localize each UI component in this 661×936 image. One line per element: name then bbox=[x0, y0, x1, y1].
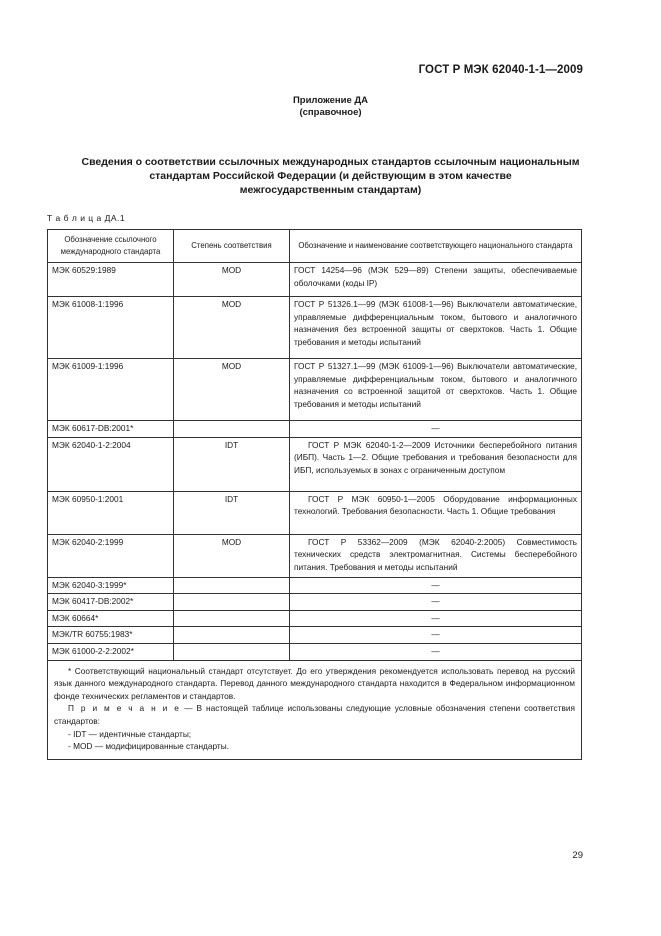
annex-title: Приложение ДА bbox=[292, 95, 369, 106]
table-row bbox=[48, 491, 582, 534]
section-title bbox=[60, 155, 601, 197]
national-cell: ГОСТ Р 51327.1—99 (МЭК 61009-1—96) Выключатели автоматические, управляемые дифференциальным током, бытового и аналогичного назначения со встроенной защитой от сверхтоков. Часть 1. Общие требования и методы испытаний bbox=[290, 359, 582, 421]
national-cell: — bbox=[290, 610, 582, 627]
national-cell: — bbox=[290, 594, 582, 611]
notes-cell bbox=[48, 660, 582, 759]
ref-cell: МЭК 62040-1-2:2004 bbox=[48, 437, 174, 491]
degree-cell bbox=[174, 421, 290, 438]
annex-heading bbox=[0, 95, 661, 119]
ref-cell: МЭК/TR 60755:1983* bbox=[48, 627, 174, 644]
degree-cell: MOD bbox=[174, 263, 290, 297]
title-line: стандартам Российской Федерации (и действующим в этом качестве bbox=[149, 170, 512, 182]
table-row bbox=[48, 534, 582, 577]
table-row bbox=[48, 577, 582, 594]
document-code-header: ГОСТ Р МЭК 62040-1-1—2009 bbox=[418, 64, 583, 76]
correspondence-table bbox=[47, 229, 582, 760]
annex-type: (справочное) bbox=[299, 107, 362, 118]
footnote: * Соответствующий национальный стандарт отсутствует. До его утверждения рекомендуется использовать перевод на русский язык данного международного стандарта. Перевод данного международного стандарта находится в Федеральном информационном фонде технических регламентов и стандартов. bbox=[54, 665, 575, 701]
table-row bbox=[48, 594, 582, 611]
table-row bbox=[48, 610, 582, 627]
note-label: П р и м е ч а н и е bbox=[68, 703, 181, 714]
degree-cell bbox=[174, 594, 290, 611]
ref-cell: МЭК 60664* bbox=[48, 610, 174, 627]
national-cell: — bbox=[290, 627, 582, 644]
header-ref-standard: Обозначение ссылочного международного стандарта bbox=[48, 230, 174, 263]
header-degree: Степень соответствия bbox=[174, 230, 290, 263]
degree-cell bbox=[174, 643, 290, 660]
national-cell: ГОСТ Р МЭК 60950-1—2005 Оборудование информационных технологий. Требования безопасности. Часть 1. Общие требования bbox=[290, 491, 582, 534]
page-number: 29 bbox=[572, 850, 583, 861]
title-line: Сведения о соответствии ссылочных международных стандартов ссылочным национальным bbox=[81, 156, 580, 168]
national-cell: ГОСТ Р 53362—2009 (МЭК 62040-2:2005) Совместимость технических средств электромагнитная. Системы бесперебойного питания. Требования и методы испытаний bbox=[290, 534, 582, 577]
degree-cell: IDT bbox=[174, 491, 290, 534]
table-row bbox=[48, 627, 582, 644]
header-national-standard: Обозначение и наименование соответствующего национального стандарта bbox=[290, 230, 582, 263]
table-row bbox=[48, 437, 582, 491]
national-cell: ГОСТ 14254—96 (МЭК 529—89) Степени защиты, обеспечиваемые оболочками (коды IP) bbox=[290, 263, 582, 297]
national-cell: ГОСТ Р МЭК 62040-1-2—2009 Источники бесперебойного питания (ИБП). Часть 1—2. Общие требования и требования безопасности для ИБП, используемых в зонах с ограниченным доступом bbox=[290, 437, 582, 491]
degree-cell bbox=[174, 610, 290, 627]
ref-cell: МЭК 62040-2:1999 bbox=[48, 534, 174, 577]
national-cell: — bbox=[290, 421, 582, 438]
degree-cell: MOD bbox=[174, 297, 290, 359]
degree-cell: IDT bbox=[174, 437, 290, 491]
ref-cell: МЭК 60529:1989 bbox=[48, 263, 174, 297]
table-row bbox=[48, 643, 582, 660]
table-row bbox=[48, 421, 582, 438]
ref-cell: МЭК 61008-1:1996 bbox=[48, 297, 174, 359]
national-cell: ГОСТ Р 51326.1—99 (МЭК 61008-1—96) Выключатели автоматические, управляемые дифференциальным током, бытового и аналогичного назначения без встроенной защиты от сверхтоков. Часть 1. Общие требования и методы испытаний bbox=[290, 297, 582, 359]
table-caption: Т а б л и ц а ДА.1 bbox=[47, 213, 126, 223]
legend-item: - MOD — модифицированные стандарты. bbox=[68, 741, 230, 752]
table-header-row bbox=[48, 230, 582, 263]
ref-cell: МЭК 61009-1:1996 bbox=[48, 359, 174, 421]
degree-cell: MOD bbox=[174, 359, 290, 421]
degree-cell: MOD bbox=[174, 534, 290, 577]
national-cell: — bbox=[290, 577, 582, 594]
table-row bbox=[48, 359, 582, 421]
title-line: межгосударственным стандартам) bbox=[239, 184, 422, 196]
ref-cell: МЭК 61000-2-2:2002* bbox=[48, 643, 174, 660]
table-notes-row bbox=[48, 660, 582, 759]
note-text: — В настоящей таблице использованы следующие условные обозначения степени соответствия стандартов: bbox=[54, 703, 575, 726]
ref-cell: МЭК 60617-DB:2001* bbox=[48, 421, 174, 438]
legend-item: - IDT — идентичные стандарты; bbox=[68, 728, 192, 739]
ref-cell: МЭК 60950-1:2001 bbox=[48, 491, 174, 534]
degree-cell bbox=[174, 627, 290, 644]
national-cell: — bbox=[290, 643, 582, 660]
table-row bbox=[48, 297, 582, 359]
ref-cell: МЭК 60417-DB:2002* bbox=[48, 594, 174, 611]
table-row bbox=[48, 263, 582, 297]
ref-cell: МЭК 62040-3:1999* bbox=[48, 577, 174, 594]
degree-cell bbox=[174, 577, 290, 594]
note bbox=[54, 702, 575, 727]
